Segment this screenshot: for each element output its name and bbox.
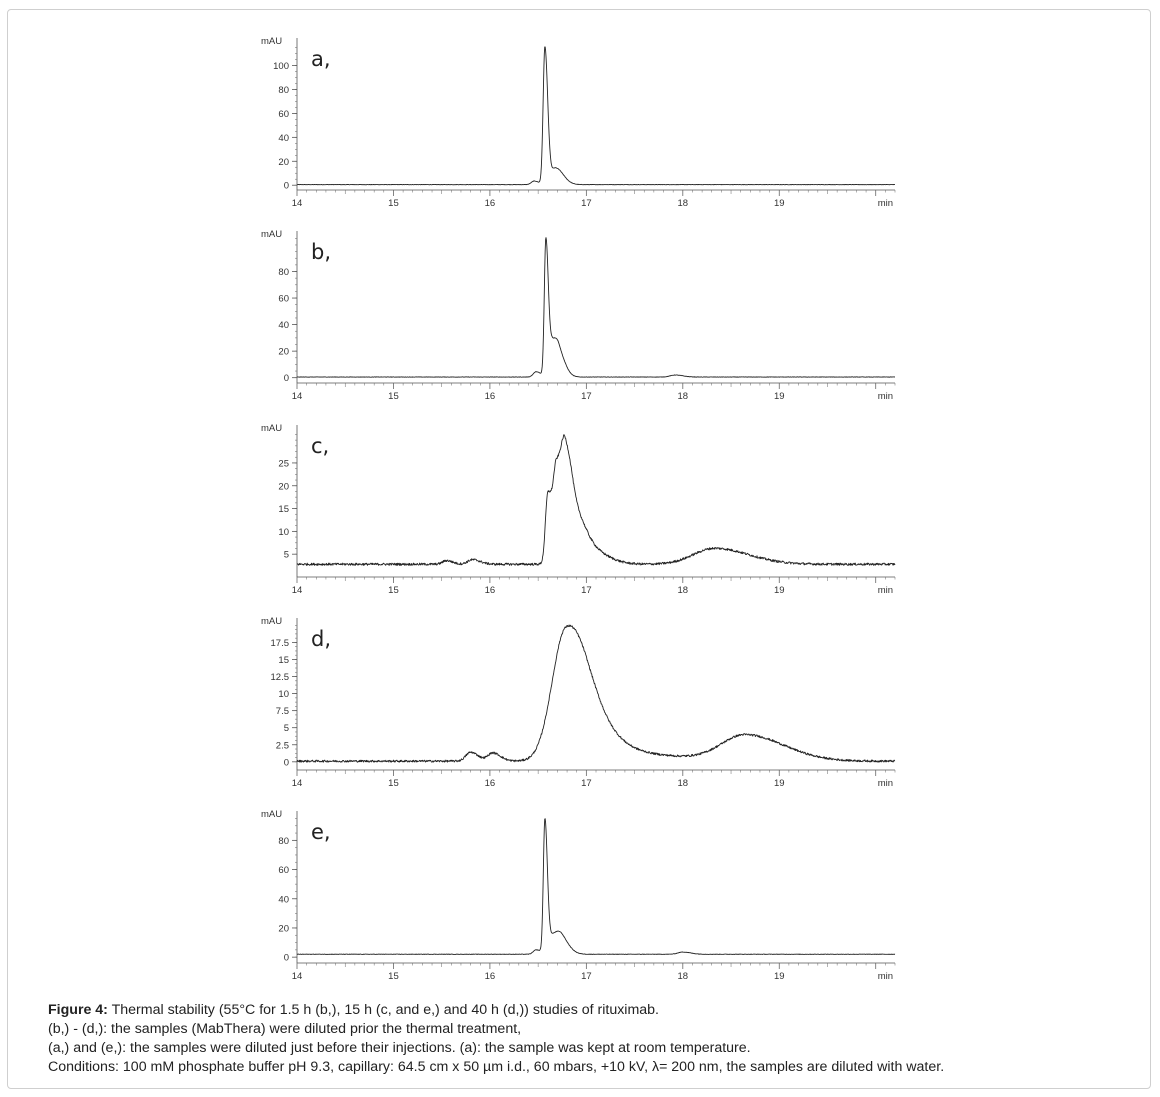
x-unit-label: min [877,778,893,789]
chromatogram-trace [297,238,895,378]
y-tick-label: 20 [278,923,289,935]
y-tick-label: 80 [278,84,289,96]
x-tick-label: 17 [581,391,592,402]
y-tick-label: 2.5 [275,740,289,752]
x-tick-label: 15 [388,585,399,596]
y-tick-label: 0 [283,757,289,769]
x-tick-label: 17 [581,585,592,596]
y-tick-label: 60 [278,108,289,120]
y-tick-label: 17.5 [270,637,289,649]
x-tick-label: 19 [773,391,785,402]
y-tick-label: 0 [283,952,289,964]
y-tick-label: 15 [278,654,289,666]
x-tick-label: 15 [388,778,399,789]
chromatogram-trace [297,625,895,762]
x-tick-label: 16 [484,585,496,596]
y-tick-label: 100 [273,61,289,73]
chromatogram-panel-b [245,225,915,410]
y-tick-label: 25 [278,458,289,470]
x-tick-label: 15 [388,198,399,209]
x-tick-label: 18 [677,198,689,209]
x-tick-label: 19 [773,971,785,982]
x-tick-label: 19 [773,198,785,209]
caption-line-1 [48,1001,1138,1020]
chromatogram-panel-d [245,612,915,797]
y-tick-label: 0 [283,180,289,192]
y-tick-label: 5 [283,723,289,735]
x-tick-label: 17 [581,971,592,982]
y-tick-label: 20 [278,346,289,358]
caption-line-1-text: Thermal stability (55°C for 1.5 h (b,), 15 h (c, and e,) and 40 h (d,)) studies of rituximab. [107,1002,660,1018]
y-tick-label: 0 [283,373,289,385]
x-tick-label: 18 [677,971,689,982]
y-tick-label: 60 [278,865,289,877]
x-tick-label: 19 [773,585,785,596]
x-tick-label: 19 [773,778,785,789]
y-tick-label: 20 [278,481,289,493]
x-tick-label: 16 [484,198,496,209]
caption-line-2: (b,) - (d,): the samples (MabThera) were diluted prior the thermal treatment, [48,1021,522,1037]
x-tick-label: 16 [484,391,496,402]
y-tick-label: 20 [278,156,289,168]
y-tick-label: 60 [278,293,289,305]
x-tick-label: 17 [581,778,592,789]
panel-label: c, [311,434,330,458]
x-tick-label: 14 [291,778,303,789]
x-unit-label: min [877,971,893,982]
chromatogram-trace [297,819,895,955]
chromatogram-trace [297,435,895,566]
chromatogram-panel-c [245,419,915,604]
x-tick-label: 16 [484,971,496,982]
panel-label: b, [311,240,332,264]
caption-line-3: (a,) and (e,): the samples were diluted just before their injections. (a): the sample was kept at room temperature. [48,1040,751,1056]
y-unit-label: mAU [261,36,283,47]
x-tick-label: 18 [677,778,689,789]
y-unit-label: mAU [261,616,283,627]
panel-label: a, [311,47,331,71]
figure-caption [48,1001,1138,1077]
y-tick-label: 5 [283,549,289,561]
caption-line-4: Conditions: 100 mM phosphate buffer pH 9.3, capillary: 64.5 cm x 50 µm i.d., 60 mbars, +10 kV, λ= 200 nm, the samples are diluted with water. [48,1059,945,1075]
x-tick-label: 17 [581,198,592,209]
chromatogram-trace [297,47,895,185]
x-unit-label: min [877,585,893,596]
x-tick-label: 15 [388,971,399,982]
y-tick-label: 10 [278,689,289,701]
y-tick-label: 7.5 [275,706,289,718]
chromatogram-panel-e [245,805,915,990]
x-tick-label: 16 [484,778,496,789]
x-tick-label: 18 [677,391,689,402]
y-unit-label: mAU [261,229,283,240]
x-tick-label: 14 [291,391,303,402]
x-tick-label: 18 [677,585,689,596]
panel-label: e, [311,820,331,844]
figure-label: Figure 4: [48,1002,108,1018]
x-tick-label: 14 [291,198,303,209]
y-tick-label: 40 [278,894,289,906]
x-tick-label: 14 [291,585,303,596]
y-tick-label: 10 [278,526,289,538]
x-unit-label: min [877,198,893,209]
x-unit-label: min [877,391,893,402]
y-tick-label: 80 [278,835,289,847]
y-tick-label: 40 [278,320,289,332]
panel-label: d, [311,627,332,651]
y-tick-label: 15 [278,504,289,516]
y-unit-label: mAU [261,809,283,820]
y-tick-label: 12.5 [270,672,289,684]
y-unit-label: mAU [261,423,283,434]
x-tick-label: 15 [388,391,399,402]
y-tick-label: 80 [278,267,289,279]
chromatogram-panel-a [245,32,915,217]
x-tick-label: 14 [291,971,303,982]
y-tick-label: 40 [278,132,289,144]
